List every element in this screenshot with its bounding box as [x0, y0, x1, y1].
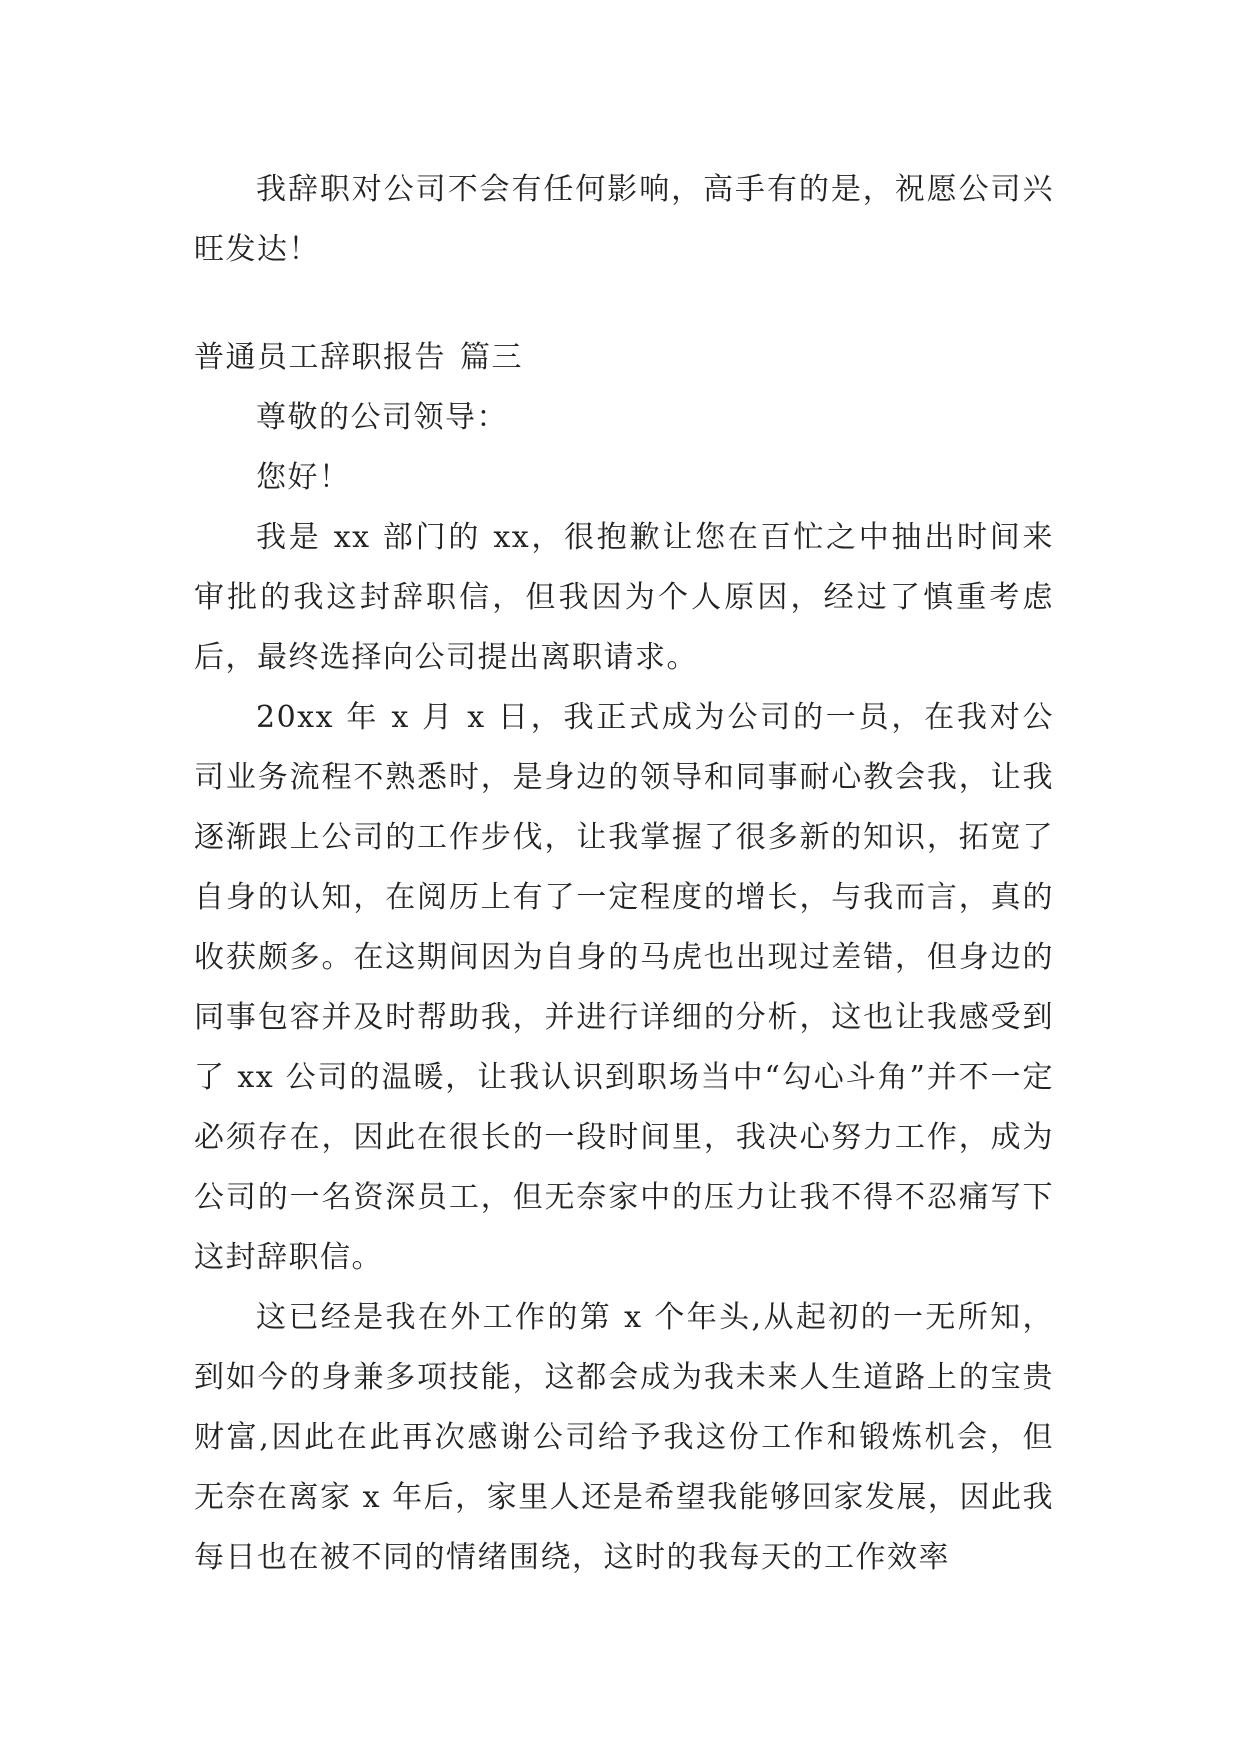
- body-paragraph-1: 我是 xx 部门的 xx，很抱歉让您在百忙之中抽出时间来审批的我这封辞职信，但我因为个人原因，经过了慎重考虑后，最终选择向公司提出离职请求。: [194, 520, 1054, 675]
- section-heading: [194, 328, 1054, 388]
- section-tag: 篇三: [460, 340, 523, 375]
- greeting: 您好！: [256, 460, 351, 495]
- body-paragraph-2: 20xx 年 x 月 x 日，我正式成为公司的一员，在我对公司业务流程不熟悉时，是身边的领导和同事耐心教会我，让我逐渐跟上公司的工作步伐，让我掌握了很多新的知识，拓宽了自身的认知，在阅历上有了一定程度的增长，与我而言，真的收获颇多。在这期间因为自身的马虎也出现过差错，但身边的同事包容并及时帮助我，并进行详细的分析，这也让我感受到了 xx 公司的温暖，让我认识到职场当中“勾心斗角”并不一定必须存在，因此在很长的一段时间里，我决心努力工作，成为公司的一名资深员工，但无奈家中的压力让我不得不忍痛写下这封辞职信。: [194, 700, 1054, 1275]
- closing-paragraph: 我辞职对公司不会有任何影响，高手有的是，祝愿公司兴旺发达！: [194, 172, 1054, 267]
- section-title: 普通员工辞职报告: [194, 340, 446, 375]
- body-paragraph-3: 这已经是我在外工作的第 x 个年头,从起初的一无所知，到如今的身兼多项技能，这都会成为我未来人生道路上的宝贵财富,因此在此再次感谢公司给予我这份工作和锻炼机会，但无奈在离家 x 年后，家里人还是希望我能够回家发展，因此我每日也在被不同的情绪围绕，这时的我每天的工作效率: [194, 1300, 1054, 1575]
- document-body: [194, 160, 1054, 1588]
- salutation: 尊敬的公司领导：: [256, 400, 508, 435]
